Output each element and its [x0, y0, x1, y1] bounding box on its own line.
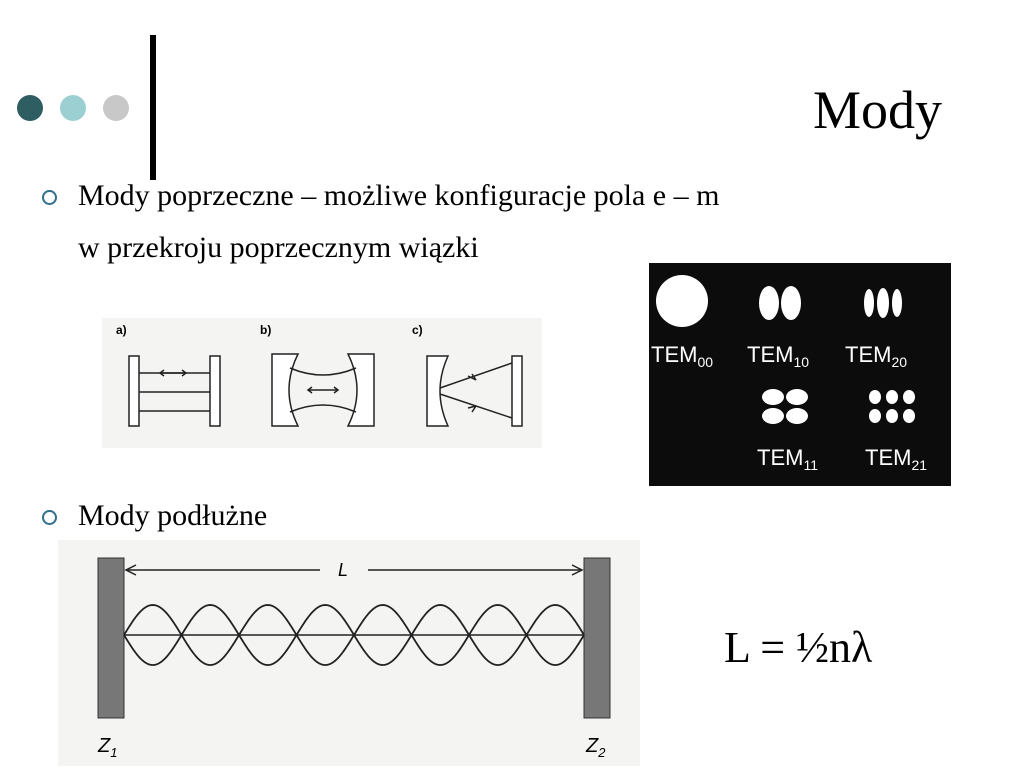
length-label: L: [338, 560, 349, 580]
tem11-lobe: [786, 389, 808, 405]
decor-dot-teal: [60, 95, 86, 121]
decor-dot-gray: [103, 95, 129, 121]
decor-dot-dark: [17, 95, 43, 121]
tem21-lobe: [886, 390, 898, 404]
tem10-label: $TEM_{10}$: [747, 342, 810, 370]
tem00-spot: [656, 275, 708, 327]
bullet-marker: [42, 190, 57, 205]
resonator-label-c: c): [412, 323, 423, 337]
resonance-formula: L = ½nλ: [724, 623, 873, 672]
standing-wave-diagram: [58, 540, 640, 766]
tem11-lobe: [762, 389, 784, 405]
bullet-marker: [42, 510, 57, 525]
mirror-left-label: $Z_1$: [98, 735, 118, 760]
resonator-diagrams: [102, 318, 542, 448]
tem11-label: $TEM_{11}$: [757, 445, 818, 473]
tem21-label: $TEM_{21}$: [865, 445, 928, 473]
mirror-right-label: $Z_2$: [586, 735, 606, 760]
tem11-lobe: [762, 408, 784, 424]
bullet-text-longitudinal: Mody podłużne: [78, 499, 268, 532]
resonator-label-a: a): [116, 323, 127, 337]
mirror-right: [584, 558, 610, 718]
mirror-left: [98, 558, 124, 718]
tem10-lobe: [781, 286, 801, 320]
tem21-lobe: [869, 409, 881, 423]
tem20-label: $TEM_{20}$: [845, 342, 908, 370]
tem21-lobe: [903, 409, 915, 423]
tem-modes-photo: [649, 263, 951, 486]
tem00-label: $TEM_{00}$: [651, 342, 714, 370]
tem21-lobe: [886, 409, 898, 423]
bullet-text-transverse-line1: Mody poprzeczne – możliwe konfiguracje pola e – m: [78, 179, 720, 212]
resonator-label-b: b): [260, 323, 272, 337]
tem21-lobe: [869, 390, 881, 404]
tem10-lobe: [759, 286, 779, 320]
tem11-lobe: [786, 408, 808, 424]
tem20-lobe: [892, 289, 902, 317]
tem21-lobe: [903, 390, 915, 404]
tem20-lobe: [864, 289, 874, 317]
tem20-lobe: [877, 288, 889, 318]
bullet-text-transverse-line2: w przekroju poprzecznym wiązki: [78, 231, 479, 264]
title-divider-bar: [150, 35, 156, 180]
slide-title: Mody: [812, 80, 942, 140]
